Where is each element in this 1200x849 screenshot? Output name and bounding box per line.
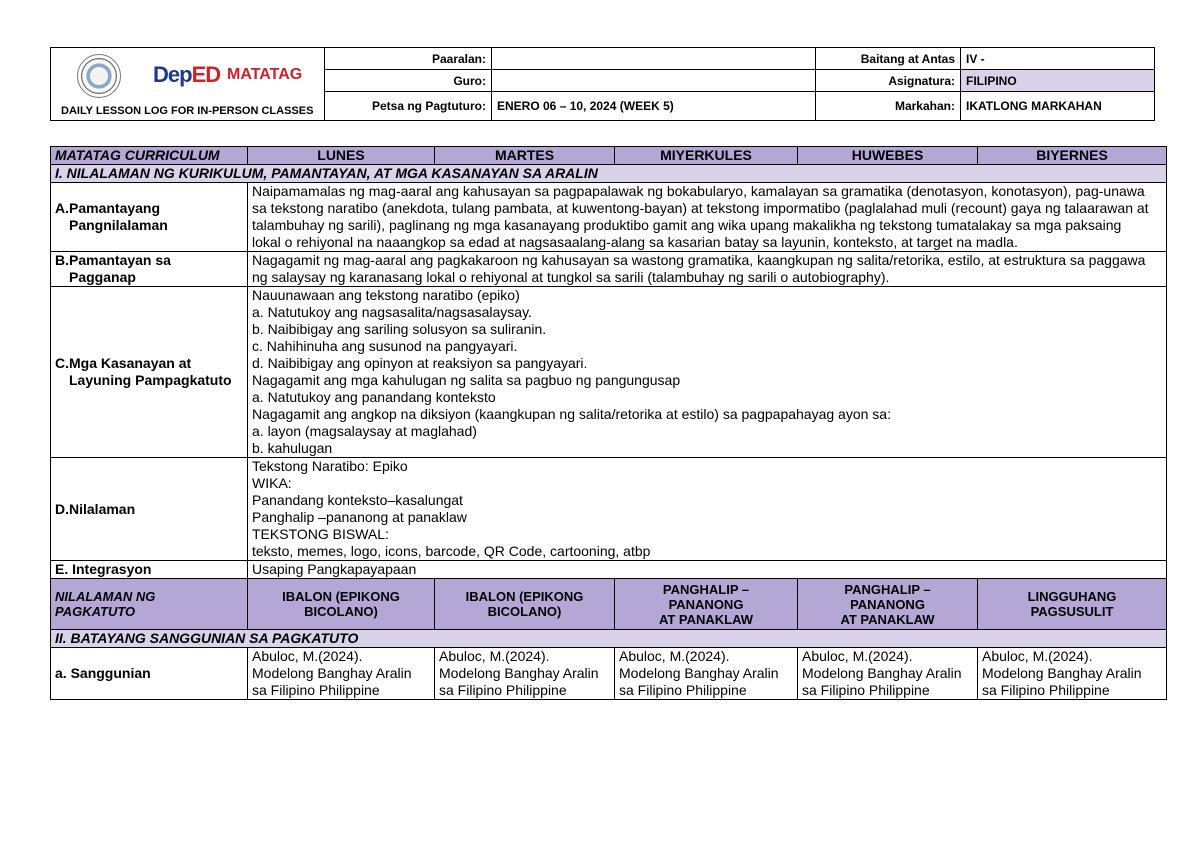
baitang-value: IV - bbox=[961, 48, 1155, 70]
topic-line: AT PANAKLAW bbox=[658, 611, 754, 627]
content-line: Panghalip –pananong at panaklaw bbox=[252, 509, 467, 525]
topics-row bbox=[51, 579, 1167, 630]
content-line: a. Natutukoy ang panandang konteksto bbox=[252, 389, 496, 405]
petsa-label: Petsa ng Pagtuturo: bbox=[325, 92, 492, 121]
content-line: b. Naibibigay ang sariling solusyon sa suliranin. bbox=[252, 321, 547, 337]
markahan-value: IKATLONG MARKAHAN bbox=[961, 92, 1155, 121]
row-label: a. Sanggunian bbox=[51, 648, 248, 700]
topics-label-line: PAGKATUTO bbox=[55, 604, 136, 619]
topic-line: IBALON (EPIKONG bbox=[465, 589, 584, 604]
day-header: MARTES bbox=[435, 147, 615, 165]
reference-line: Abuloc, M.(2024). bbox=[439, 648, 550, 664]
topic-line: PANANONG bbox=[850, 596, 925, 612]
asignatura-label: Asignatura: bbox=[816, 70, 961, 92]
reference-line: sa Filipino Philippine bbox=[802, 682, 930, 698]
topics-label bbox=[51, 579, 248, 630]
deped-seal-icon bbox=[77, 54, 121, 98]
content-line: a. Natutukoy ang nagsasalita/nagsasalaysay. bbox=[252, 304, 532, 320]
content-line: Nagagamit ng mag-aaral ang pagkakaroon ng kahusayan sa wastong gramatika, kaangkupan ng salita/retorika, estilo, at estruktura sa paggawa bbox=[252, 252, 1146, 268]
baitang-label: Baitang at Antas bbox=[816, 48, 961, 70]
reference-cell bbox=[798, 648, 978, 700]
topic-line: PANGHALIP – bbox=[662, 581, 750, 597]
day-header: MIYERKULES bbox=[615, 147, 798, 165]
topic-line: BICOLANO) bbox=[487, 604, 562, 619]
reference-line: Modelong Banghay Aralin bbox=[619, 665, 779, 681]
row-nilalaman bbox=[51, 458, 1167, 561]
topic-cell bbox=[615, 579, 798, 630]
content-line: WIKA: bbox=[252, 475, 292, 491]
topic-cell bbox=[798, 579, 978, 630]
row-label-line: B.Pamantayan sa bbox=[55, 252, 171, 268]
content-line: a. layon (magsalaysay at maglahad) bbox=[252, 423, 477, 439]
topic-cell bbox=[248, 579, 435, 630]
row-content bbox=[248, 287, 1167, 458]
matatag-logo: MATATAG bbox=[227, 66, 303, 83]
guro-value bbox=[492, 70, 816, 92]
day-header: LUNES bbox=[248, 147, 435, 165]
row-label: E. Integrasyon bbox=[51, 561, 248, 579]
logo-cell bbox=[51, 48, 325, 121]
guro-label: Guro: bbox=[325, 70, 492, 92]
curriculum-header: MATATAG CURRICULUM bbox=[51, 147, 248, 165]
content-line: sa tekstong naratibo (anekdota, tulang pambata, at kuwentong-bayan) at tekstong impormatibo (paglalahad muli (recount) gaya ng talaarawan at bbox=[252, 200, 1149, 216]
row-content bbox=[248, 252, 1167, 287]
content-line: ng salaysay ng karanasang lokal o rehiyonal at tungkol sa sarili (talambuhay ng sarili o autobiography). bbox=[252, 269, 890, 285]
reference-line: Abuloc, M.(2024). bbox=[982, 648, 1093, 664]
reference-line: sa Filipino Philippine bbox=[439, 682, 567, 698]
content-line: Tekstong Naratibo: Epiko bbox=[252, 458, 408, 474]
content-line: teksto, memes, logo, icons, barcode, QR Code, cartooning, atbp bbox=[252, 543, 651, 559]
row-label-line: A.Pamantayang bbox=[55, 200, 161, 216]
reference-line: sa Filipino Philippine bbox=[619, 682, 747, 698]
topics-label-line: NILALAMAN NG bbox=[55, 589, 156, 604]
section1-title: I. NILALAMAN NG KURIKULUM, PAMANTAYAN, AT MGA KASANAYAN SA ARALIN bbox=[51, 165, 1167, 183]
row-label bbox=[51, 252, 248, 287]
paaralan-label: Paaralan: bbox=[325, 48, 492, 70]
reference-line: Modelong Banghay Aralin bbox=[439, 665, 599, 681]
reference-cell bbox=[978, 648, 1167, 700]
asignatura-value: FILIPINO bbox=[961, 70, 1155, 92]
reference-line: Modelong Banghay Aralin bbox=[802, 665, 962, 681]
reference-line: Abuloc, M.(2024). bbox=[252, 648, 363, 664]
topic-cell bbox=[435, 579, 615, 630]
row-label-line: Layuning Pampagkatuto bbox=[69, 372, 232, 388]
row-integrasyon bbox=[51, 561, 1167, 579]
content-line: lokal o rehiyonal na naaangkop sa edad at nagsasaalang-alang sa kasarian batay sa layunin, konteksto, at target na madla. bbox=[252, 234, 1018, 250]
content-line: b. kahulugan bbox=[252, 440, 333, 456]
row-content bbox=[248, 458, 1167, 561]
reference-line: Modelong Banghay Aralin bbox=[252, 665, 412, 681]
content-line: Nauunawaan ang tekstong naratibo (epiko) bbox=[252, 287, 520, 303]
section-title-row bbox=[51, 630, 1167, 648]
content-line: talambuhay ng sarili), paglinang ng mga kasanayang produktibo gamit ang wika upang makalikha ng tekstong tumatalakay sa mga paksaing bbox=[252, 217, 1122, 233]
reference-line: sa Filipino Philippine bbox=[982, 682, 1110, 698]
section-title-row bbox=[51, 165, 1167, 183]
content-line: c. Nahihinuha ang susunod na pangyayari. bbox=[252, 338, 518, 354]
row-label: D.Nilalaman bbox=[51, 458, 248, 561]
row-content: Usaping Pangkapayapaan bbox=[248, 561, 1167, 579]
topic-line: PANGHALIP – bbox=[844, 581, 931, 597]
reference-line: Modelong Banghay Aralin bbox=[982, 665, 1142, 681]
content-line: TEKSTONG BISWAL: bbox=[252, 526, 389, 542]
petsa-value: ENERO 06 – 10, 2024 (WEEK 5) bbox=[492, 92, 816, 121]
topic-line: PAGSUSULIT bbox=[1030, 604, 1114, 619]
topic-line: BICOLANO) bbox=[304, 604, 378, 619]
row-label-line: Pagganap bbox=[69, 269, 136, 285]
lesson-log-table bbox=[50, 146, 1167, 700]
content-line: Nagagamit ang angkop na diksiyon (kaangkupan ng salita/retorika at estilo) sa pagpapahayag ayon sa: bbox=[252, 406, 891, 422]
row-sanggunian bbox=[51, 648, 1167, 700]
topic-line: IBALON (EPIKONG bbox=[282, 589, 400, 604]
reference-cell bbox=[248, 648, 435, 700]
reference-line: sa Filipino Philippine bbox=[252, 682, 380, 698]
row-label bbox=[51, 287, 248, 458]
content-line: Nagagamit ang mga kahulugan ng salita sa pagbuo ng pangungusap bbox=[252, 372, 681, 388]
day-header: BIYERNES bbox=[978, 147, 1167, 165]
row-pamantayang-pangnilalaman bbox=[51, 183, 1167, 252]
topic-cell bbox=[978, 579, 1167, 630]
row-mga-kasanayan bbox=[51, 287, 1167, 458]
reference-line: Abuloc, M.(2024). bbox=[619, 648, 730, 664]
row-label bbox=[51, 183, 248, 252]
section2-title: II. BATAYANG SANGGUNIAN SA PAGKATUTO bbox=[51, 630, 1167, 648]
content-line: Panandang konteksto–kasalungat bbox=[252, 492, 463, 508]
header-table bbox=[50, 47, 1155, 121]
markahan-label: Markahan: bbox=[816, 92, 961, 121]
content-line: Naipamamalas ng mag-aaral ang kahusayan sa pagpapalawak ng bokabularyo, kamalayan sa gramatika (denotasyon, konotasyon), pag-unawa bbox=[252, 183, 1145, 199]
log-title: DAILY LESSON LOG FOR IN-PERSON CLASSES bbox=[61, 105, 314, 117]
reference-cell bbox=[435, 648, 615, 700]
topic-line: PANANONG bbox=[668, 596, 744, 612]
column-header-row bbox=[51, 147, 1167, 165]
row-pamantayan-sa-pagganap bbox=[51, 252, 1167, 287]
row-label-line: C.Mga Kasanayan at bbox=[55, 355, 192, 371]
row-label-line: Pangnilalaman bbox=[69, 217, 168, 233]
reference-cell bbox=[615, 648, 798, 700]
row-content bbox=[248, 183, 1167, 252]
paaralan-value bbox=[492, 48, 816, 70]
topic-line: AT PANAKLAW bbox=[840, 611, 935, 627]
content-line: d. Naibibigay ang opinyon at reaksiyon sa pangyayari. bbox=[252, 355, 588, 371]
topic-line: LINGGUHANG bbox=[1027, 589, 1117, 604]
deped-logo: DepED bbox=[153, 62, 221, 87]
day-header: HUWEBES bbox=[798, 147, 978, 165]
reference-line: Abuloc, M.(2024). bbox=[802, 648, 913, 664]
